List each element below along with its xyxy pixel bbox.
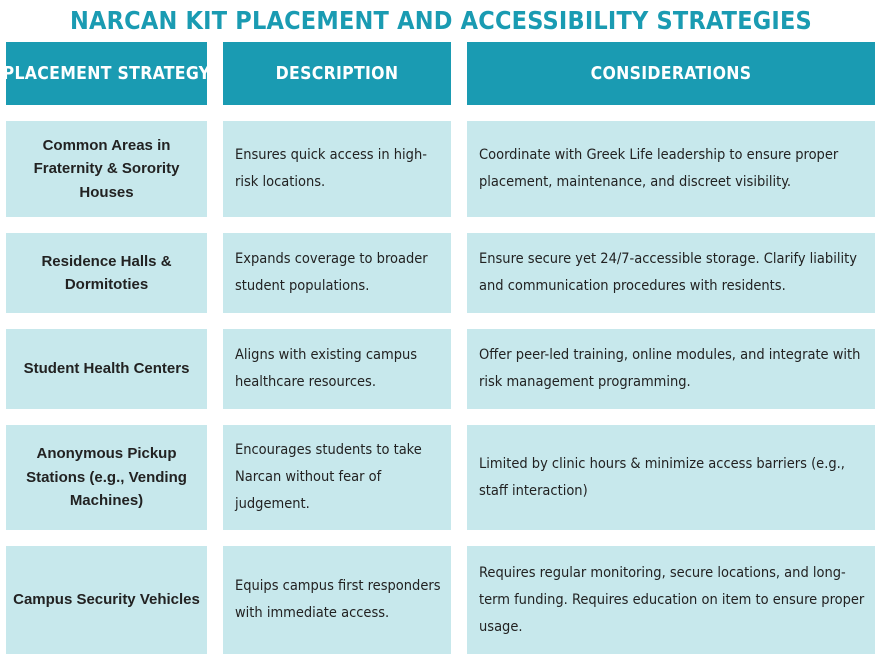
strategy-cell: Campus Security Vehicles [6, 546, 207, 654]
header-description: DESCRIPTION [223, 42, 451, 105]
description-cell: Ensures quick access in high-risk locations. [223, 121, 451, 217]
considerations-cell: Requires regular monitoring, secure locations, and long-term funding. Requires education on item to ensure proper usage. [467, 546, 875, 654]
page-title: NARCAN KIT PLACEMENT AND ACCESSIBILITY STRATEGIES [70, 6, 812, 35]
strategy-cell: Student Health Centers [6, 329, 207, 409]
strategy-cell: Residence Halls & Dormitoties [6, 233, 207, 313]
strategy-cell: Anonymous Pickup Stations (e.g., Vending Machines) [6, 425, 207, 530]
description-cell: Equips campus first responders with immediate access. [223, 546, 451, 654]
strategy-cell: Common Areas in Fraternity & Sorority Houses [6, 121, 207, 217]
header-considerations: CONSIDERATIONS [467, 42, 875, 105]
description-cell: Encourages students to take Narcan without fear of judgement. [223, 425, 451, 530]
considerations-cell: Limited by clinic hours & minimize access barriers (e.g., staff interaction) [467, 425, 875, 530]
description-cell: Aligns with existing campus healthcare resources. [223, 329, 451, 409]
considerations-cell: Coordinate with Greek Life leadership to ensure proper placement, maintenance, and discreet visibility. [467, 121, 875, 217]
description-cell: Expands coverage to broader student populations. [223, 233, 451, 313]
considerations-cell: Offer peer-led training, online modules, and integrate with risk management programming. [467, 329, 875, 409]
considerations-cell: Ensure secure yet 24/7-accessible storage. Clarify liability and communication procedures with residents. [467, 233, 875, 313]
header-placement-strategy: PLACEMENT STRATEGY [6, 42, 207, 105]
